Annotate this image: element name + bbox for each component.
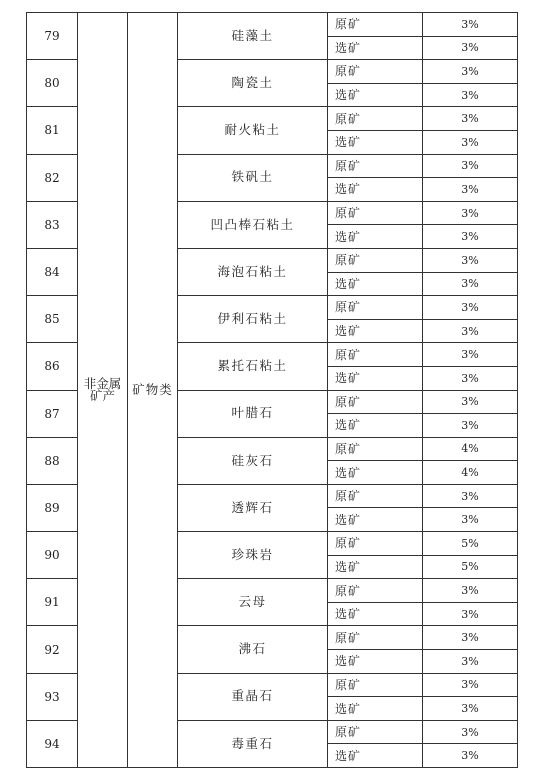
row-number: 94 [27,720,78,767]
tax-rate-cell: 5% [423,555,518,579]
mineral-name: 透辉石 [178,484,328,531]
row-number: 84 [27,248,78,295]
row-number: 92 [27,626,78,673]
ore-form-cell: 原矿 [328,201,423,225]
mineral-name: 重晶石 [178,673,328,720]
tax-rate-cell: 3% [423,484,518,508]
row-number: 90 [27,532,78,579]
mineral-name: 累托石粘土 [178,343,328,390]
tax-rate-cell: 3% [423,366,518,390]
tax-rate-cell: 3% [423,508,518,532]
mineral-name: 硅灰石 [178,437,328,484]
ore-form-cell: 选矿 [328,508,423,532]
tax-rate-cell: 3% [423,343,518,367]
tax-rate-cell: 3% [423,673,518,697]
ore-form-cell: 选矿 [328,744,423,768]
mineral-name: 凹凸棒石粘土 [178,201,328,248]
ore-form-cell: 选矿 [328,178,423,202]
tax-rate-cell: 3% [423,744,518,768]
mineral-name: 伊利石粘土 [178,296,328,343]
tax-rate-cell: 3% [423,650,518,674]
row-number: 93 [27,673,78,720]
ore-form-cell: 选矿 [328,461,423,485]
ore-form-cell: 原矿 [328,437,423,461]
tax-rate-cell: 3% [423,319,518,343]
mineral-name: 海泡石粘土 [178,248,328,295]
ore-form-cell: 原矿 [328,579,423,603]
ore-form-cell: 原矿 [328,107,423,131]
tax-rate-cell: 3% [423,60,518,84]
tax-rate-cell: 3% [423,154,518,178]
ore-form-cell: 原矿 [328,673,423,697]
ore-form-cell: 原矿 [328,720,423,744]
ore-form-cell: 原矿 [328,484,423,508]
row-number: 83 [27,201,78,248]
tax-rate-cell: 4% [423,461,518,485]
tax-rate-cell: 3% [423,626,518,650]
tax-rate-cell: 3% [423,107,518,131]
ore-form-cell: 原矿 [328,60,423,84]
ore-form-cell: 原矿 [328,296,423,320]
ore-form-cell: 原矿 [328,532,423,556]
tax-rate-cell: 3% [423,579,518,603]
tax-rate-cell: 3% [423,248,518,272]
ore-form-cell: 选矿 [328,130,423,154]
ore-form-cell: 原矿 [328,390,423,414]
row-number: 91 [27,579,78,626]
tax-rate-cell: 3% [423,201,518,225]
tax-rate-cell: 3% [423,272,518,296]
row-number: 80 [27,60,78,107]
row-number: 86 [27,343,78,390]
row-number: 79 [27,13,78,60]
ore-form-cell: 选矿 [328,225,423,249]
tax-rate-cell: 3% [423,225,518,249]
mineral-name: 叶腊石 [178,390,328,437]
tax-rate-cell: 5% [423,532,518,556]
tax-rate-cell: 3% [423,602,518,626]
ore-form-cell: 原矿 [328,343,423,367]
category-cell: 非金属矿产 [78,13,128,768]
subcategory-cell: 矿物类 [128,13,178,768]
tax-rate-cell: 3% [423,414,518,438]
mineral-name: 陶瓷土 [178,60,328,107]
ore-form-cell: 选矿 [328,602,423,626]
ore-form-cell: 原矿 [328,626,423,650]
ore-form-cell: 选矿 [328,697,423,721]
row-number: 82 [27,154,78,201]
mineral-name: 云母 [178,579,328,626]
mineral-name: 耐火粘土 [178,107,328,154]
tax-rate-cell: 3% [423,296,518,320]
tax-rate-cell: 3% [423,36,518,60]
tax-rate-cell: 3% [423,720,518,744]
table-row [27,13,518,37]
mineral-name: 沸石 [178,626,328,673]
tax-rate-cell: 3% [423,83,518,107]
tax-rate-cell: 3% [423,13,518,37]
ore-form-cell: 原矿 [328,248,423,272]
row-number: 87 [27,390,78,437]
tax-rate-cell: 3% [423,697,518,721]
ore-form-cell: 选矿 [328,555,423,579]
row-number: 81 [27,107,78,154]
row-number: 85 [27,296,78,343]
mineral-name: 珍珠岩 [178,532,328,579]
tax-rate-cell: 3% [423,178,518,202]
ore-form-cell: 选矿 [328,650,423,674]
ore-form-cell: 选矿 [328,272,423,296]
ore-form-cell: 选矿 [328,414,423,438]
mineral-name: 毒重石 [178,720,328,767]
row-number: 89 [27,484,78,531]
ore-form-cell: 选矿 [328,83,423,107]
tax-rate-cell: 3% [423,130,518,154]
tax-rate-cell: 4% [423,437,518,461]
ore-form-cell: 选矿 [328,366,423,390]
tax-rate-cell: 3% [423,390,518,414]
row-number: 88 [27,437,78,484]
ore-form-cell: 选矿 [328,36,423,60]
mineral-name: 铁矾土 [178,154,328,201]
ore-form-cell: 原矿 [328,154,423,178]
ore-form-cell: 选矿 [328,319,423,343]
tax-rate-table [26,12,518,768]
mineral-name: 硅藻土 [178,13,328,60]
ore-form-cell: 原矿 [328,13,423,37]
